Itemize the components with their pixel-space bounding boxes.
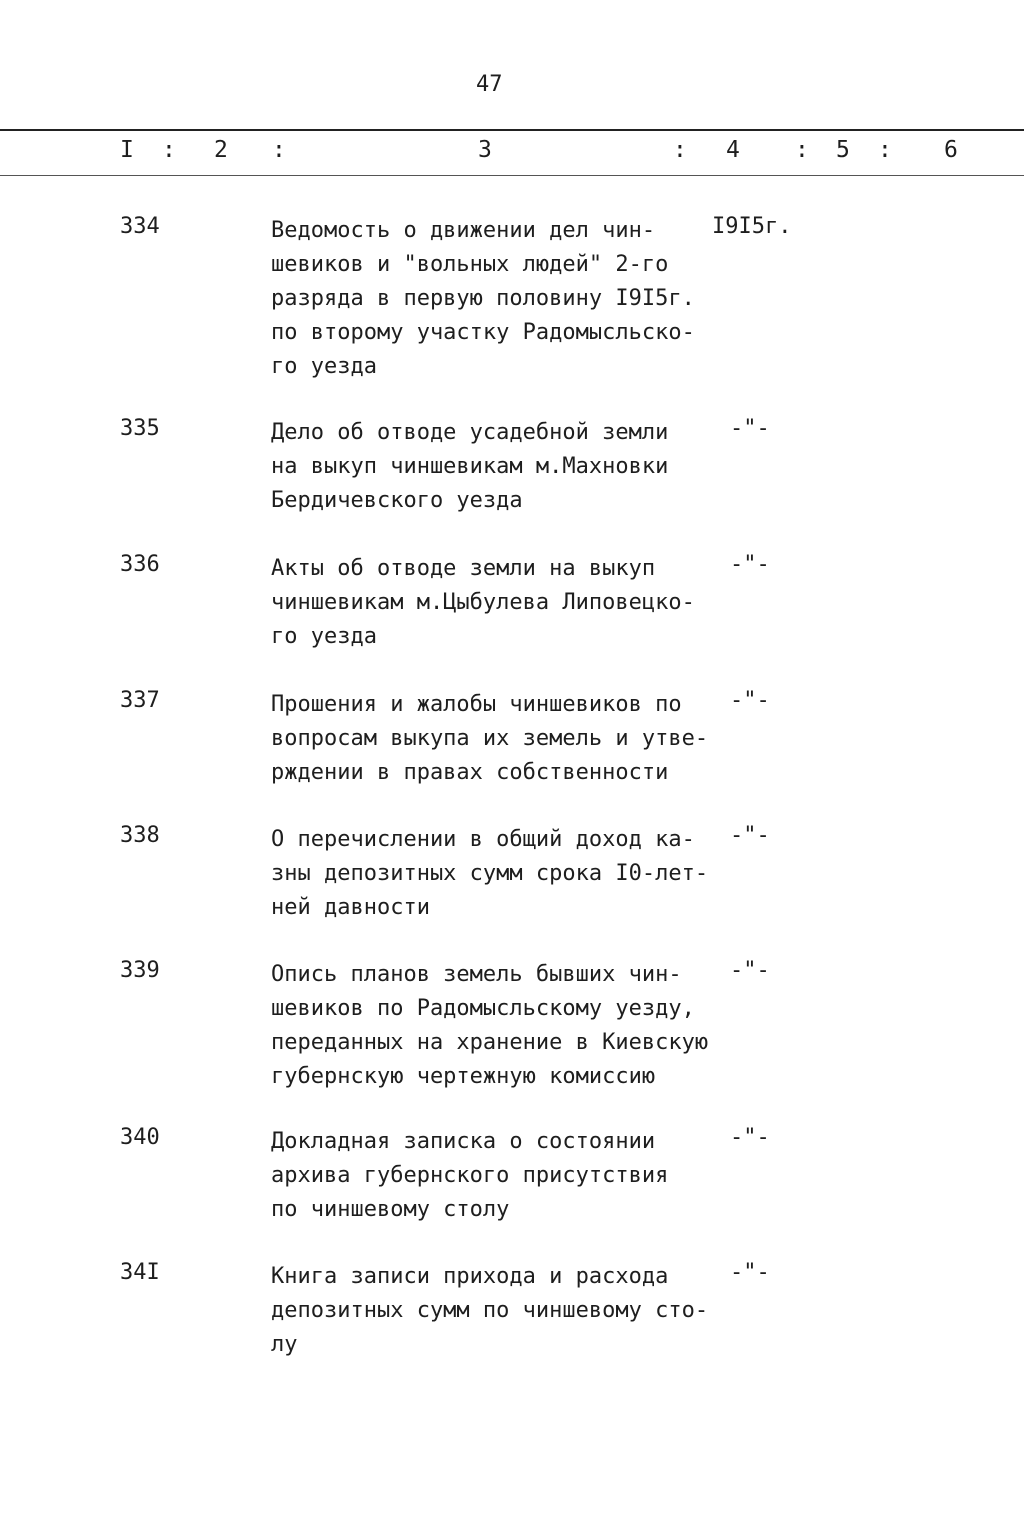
page-number: 47	[476, 72, 503, 97]
entry-title: Докладная записка о состоянии архива губернского присутствия по чиншевому столу	[271, 1129, 669, 1222]
entry-date: -"-	[730, 823, 770, 848]
entry-date: -"-	[730, 958, 770, 983]
entry-number: 337	[120, 688, 160, 713]
column-separator: :	[272, 137, 286, 163]
entry-number: 338	[120, 823, 160, 848]
entry-title: Прошения и жалобы чиншевиков по вопросам выкупа их земель и утве- рждении в правах собственности	[271, 692, 709, 785]
entry-number: 339	[120, 958, 160, 983]
entry-date: -"-	[730, 416, 770, 441]
entry-number: 340	[120, 1125, 160, 1150]
column-separator: :	[878, 137, 892, 163]
entry-title: Книга записи прихода и расхода депозитных сумм по чиншевому сто- лу	[271, 1264, 709, 1357]
column-separator: :	[673, 137, 687, 163]
entry-number: 334	[120, 214, 160, 239]
column-separator: :	[162, 137, 176, 163]
entry-date: -"-	[730, 688, 770, 713]
column-header-5: 5	[836, 137, 850, 163]
entry-title: О перечислении в общий доход ка- зны депозитных сумм срока I0-лет- ней давности	[271, 827, 709, 920]
entry-date: -"-	[730, 1125, 770, 1150]
entry-date: I9I5г.	[712, 214, 792, 239]
entry-title: Ведомость о движении дел чин- шевиков и "вольных людей" 2-го разряда в первую половину I9I5г. по второму участку Радомысльско- го уезда	[271, 218, 695, 379]
column-header-6: 6	[944, 137, 958, 163]
column-separator: :	[795, 137, 809, 163]
entry-date: -"-	[730, 1260, 770, 1285]
entry-number: 34I	[120, 1260, 160, 1285]
entry-title: Дело об отводе усадебной земли на выкуп чиншевикам м.Махновки Бердичевского уезда	[271, 420, 669, 513]
entry-title: Опись планов земель бывших чин- шевиков по Радомысльскому уезду, переданных на хранение в Киевскую губернскую чертежную комиссию	[271, 962, 709, 1089]
column-header-2: 2	[214, 137, 228, 163]
header-bottom-rule	[0, 175, 1024, 176]
column-header-4: 4	[726, 137, 740, 163]
header-top-rule	[0, 129, 1024, 131]
column-header-1: I	[120, 137, 134, 163]
entry-number: 336	[120, 552, 160, 577]
entry-date: -"-	[730, 552, 770, 577]
entry-number: 335	[120, 416, 160, 441]
column-header-3: 3	[478, 137, 492, 163]
entry-title: Акты об отводе земли на выкуп чиншевикам м.Цыбулева Липовецко- го уезда	[271, 556, 695, 649]
